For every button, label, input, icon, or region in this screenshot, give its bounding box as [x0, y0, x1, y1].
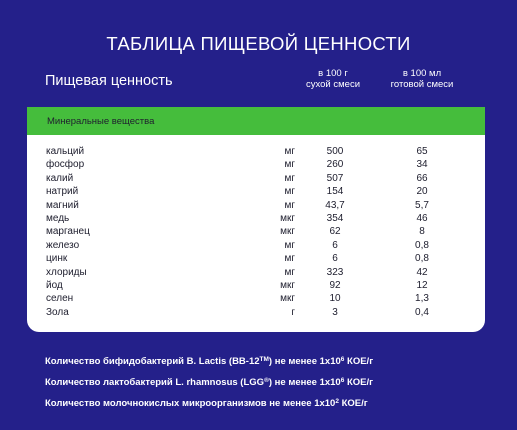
value-dry: 3 [332, 306, 338, 318]
column-header-dry-line2: сухой смеси [306, 79, 360, 90]
value-ready: 34 [416, 159, 428, 171]
note-lactic-microorganisms [45, 392, 373, 413]
unit: мг [284, 266, 295, 278]
nutrient-name: натрий [46, 186, 79, 198]
value-dry: 323 [326, 266, 344, 278]
nutrient-name: хлориды [46, 266, 87, 278]
note-text: ) не менее 1х10 [268, 377, 341, 388]
unit: мг [284, 253, 295, 265]
value-dry: 154 [326, 186, 344, 198]
nutrient-name: магний [46, 199, 79, 211]
value-dry: 260 [326, 159, 344, 171]
note-text: КОЕ/г [344, 356, 374, 367]
nutrient-name: медь [46, 212, 70, 224]
registered-mark: ® [264, 377, 269, 384]
nutrient-name: кальций [46, 146, 85, 157]
note-bifidobacteria [45, 350, 373, 371]
table-row [27, 212, 485, 225]
value-dry: 62 [329, 226, 341, 238]
column-header-ready-line2: готовой смеси [390, 79, 454, 90]
unit: мг [284, 239, 295, 251]
value-ready: 12 [416, 279, 428, 291]
value-ready: 1,3 [415, 293, 429, 305]
value-ready: 20 [416, 186, 428, 198]
table-row [27, 266, 485, 279]
unit: мг [284, 186, 295, 198]
unit: мг [284, 172, 295, 184]
unit: мг [284, 159, 295, 171]
table-header [0, 0, 517, 100]
unit: мкг [280, 212, 295, 224]
unit: мкг [280, 293, 295, 305]
nutrient-name: железо [46, 239, 80, 251]
note-text: Количество молочнокислых микроорганизмов не менее 1х10 [45, 398, 336, 409]
table-row [27, 292, 485, 305]
column-header-ready [372, 68, 472, 90]
table-row [27, 279, 485, 292]
unit: мкг [280, 279, 295, 291]
note-lactobacteria [45, 371, 373, 392]
notes [45, 350, 373, 413]
unit: г [291, 306, 295, 318]
value-ready: 65 [416, 146, 428, 157]
note-text: КОЕ/г [344, 377, 374, 388]
value-ready: 0,8 [415, 253, 429, 265]
value-ready: 5,7 [415, 199, 429, 211]
column-header-ready-line1: в 100 мл [402, 68, 442, 79]
nutrient-name: Зола [46, 306, 69, 318]
note-text: КОЕ/г [338, 398, 368, 409]
value-ready: 0,8 [415, 239, 429, 251]
value-ready: 66 [416, 172, 428, 184]
nutrient-name: йод [46, 279, 63, 291]
trademark-mark: TM [259, 356, 269, 363]
table-row [27, 158, 485, 171]
exponent: 2 [335, 398, 339, 405]
unit: мг [284, 146, 295, 157]
value-dry: 10 [329, 293, 341, 305]
exponent: 6 [340, 356, 345, 363]
value-ready: 42 [416, 266, 428, 278]
exponent: 6 [340, 377, 345, 384]
table-row [27, 145, 485, 158]
value-dry: 507 [326, 172, 344, 184]
note-text: Количество бифидобактерий B. Lactis (BB-12 [45, 356, 260, 367]
value-dry: 500 [326, 146, 344, 157]
note-text: ) не менее 1х10 [268, 356, 341, 367]
page-title: ТАБЛИЦА ПИЩЕВОЙ ЦЕННОСТИ [106, 33, 411, 54]
nutrient-name: селен [46, 293, 74, 305]
nutrient-name: цинк [46, 253, 68, 265]
table-row [27, 185, 485, 198]
table-row [27, 306, 485, 319]
table-body [27, 145, 485, 319]
note-text: Количество лактобактерий L. rhamnosus (LGG [45, 377, 265, 388]
column-header-dry [283, 68, 383, 90]
nutrient-name: калий [46, 172, 74, 184]
nutrition-table-card [27, 107, 485, 332]
value-dry: 6 [332, 253, 338, 265]
value-dry: 43,7 [325, 199, 345, 211]
table-row [27, 199, 485, 212]
value-ready: 46 [416, 212, 428, 224]
unit: мкг [280, 226, 295, 238]
value-dry: 6 [332, 239, 338, 251]
header-label: Пищевая ценность [45, 73, 173, 89]
nutrient-name: фосфор [46, 159, 85, 171]
section-header-minerals: Минеральные вещества [27, 107, 485, 135]
value-dry: 354 [326, 212, 344, 224]
value-ready: 8 [419, 226, 425, 238]
column-header-dry-line1: в 100 г [318, 68, 348, 79]
nutrient-name: марганец [46, 226, 90, 238]
table-row [27, 172, 485, 185]
table-row [27, 225, 485, 238]
table-row [27, 252, 485, 265]
table-row [27, 239, 485, 252]
unit: мг [284, 199, 295, 211]
value-dry: 92 [329, 279, 341, 291]
value-ready: 0,4 [415, 306, 429, 318]
